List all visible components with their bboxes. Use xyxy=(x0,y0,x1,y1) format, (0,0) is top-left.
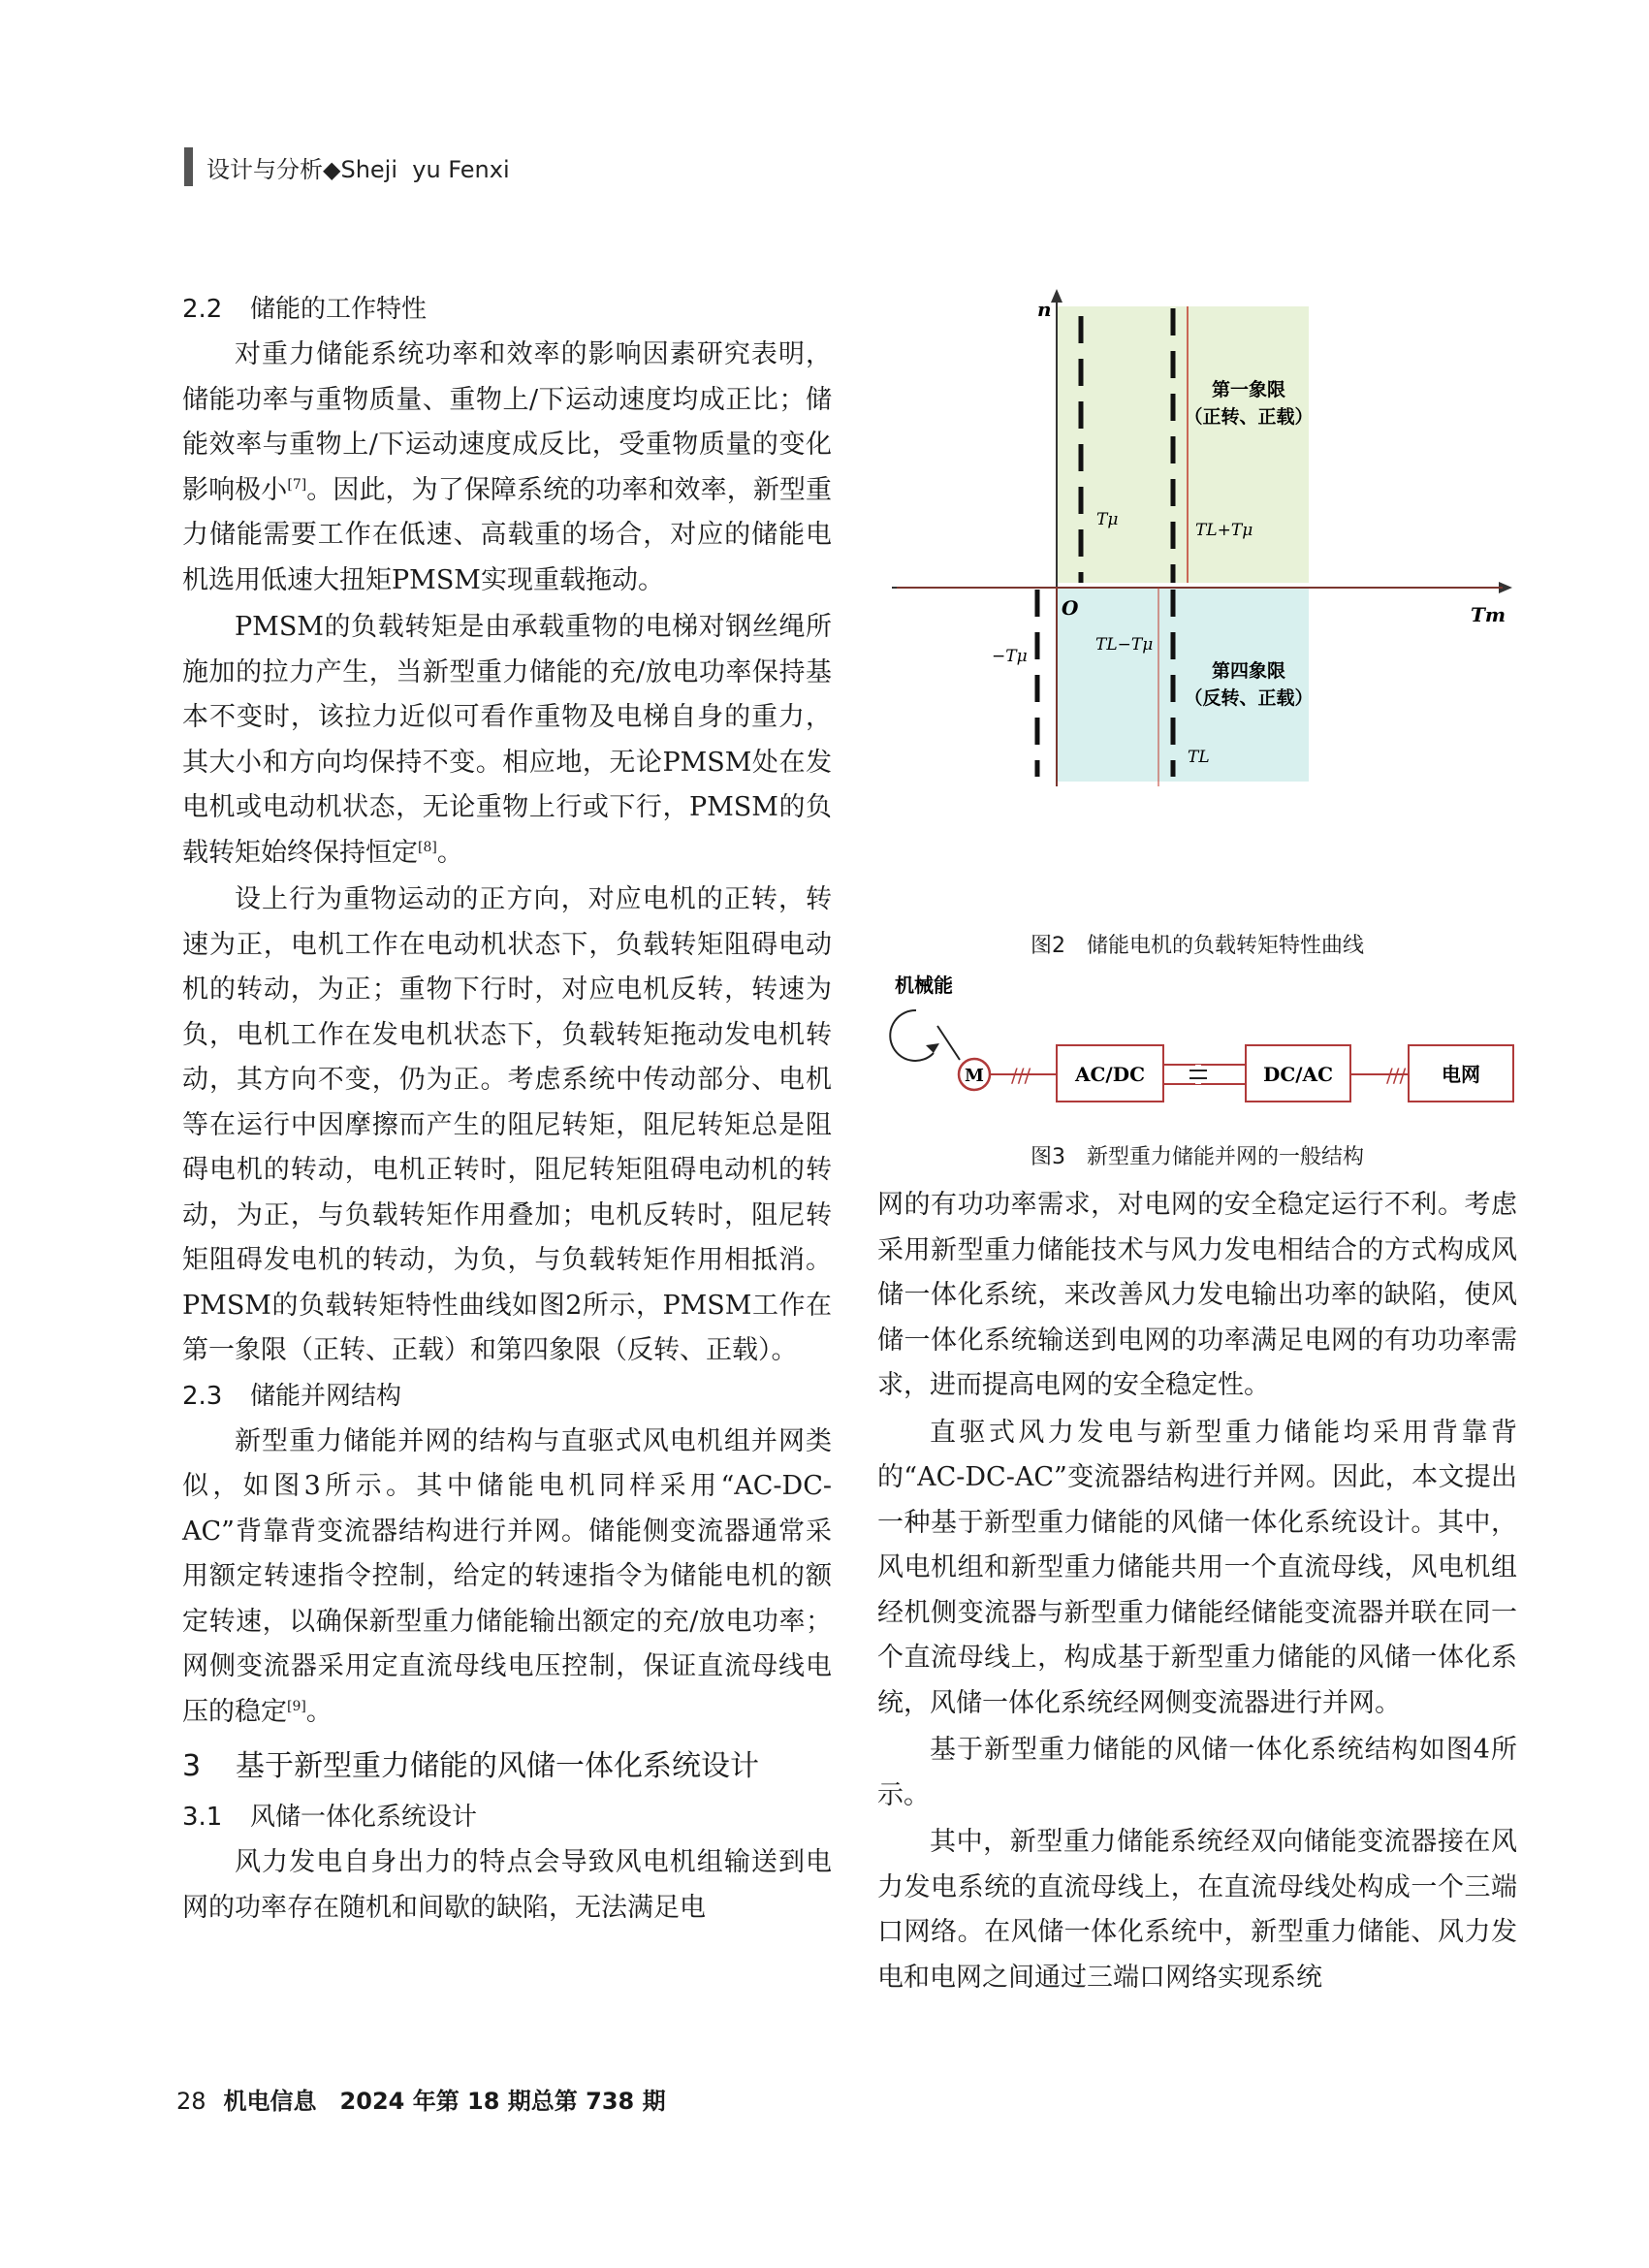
rotation-arrow-icon xyxy=(890,1010,934,1061)
acdc-label: AC/DC xyxy=(1074,1063,1146,1086)
tl-label: TL xyxy=(1188,748,1210,767)
paragraph xyxy=(877,1728,1517,1818)
section-heading-2-3 xyxy=(182,1374,832,1420)
paragraph xyxy=(877,1411,1517,1727)
figure-3-grid-connection xyxy=(877,968,1517,1152)
q4-title: 第四象限 xyxy=(1211,660,1286,682)
section-title: 基于新型重力储能的风储一体化系统设计 xyxy=(236,1749,759,1783)
q4-subtitle: （反转、正载） xyxy=(1184,687,1314,709)
header-text: 设计与分析◆Sheji yu Fenxi xyxy=(206,155,510,183)
three-phase-mark-icon: /// xyxy=(1011,1064,1031,1087)
header-bar xyxy=(184,147,193,186)
paragraph-text: 直驱式风力发电与新型重力储能均采用背靠背的“AC-DC-AC”变流器结构进行并网。因此，本文提出一种基于新型重力储能的风储一体化系统设计。其中，风电机组和新型重力储能共用一个直流母线，风电机组经机侧变流器与新型重力储能经储能变流器并联在同一个直流母线上，构成基于新型重力储能的风储一体化系统，风储一体化系统经网侧变流器进行并网。 xyxy=(877,1417,1517,1718)
paragraph xyxy=(182,605,832,876)
axis-tm-label: Tm xyxy=(1471,603,1506,626)
section-number: 2.3 xyxy=(182,1381,223,1411)
paragraph-text: PMSM的负载转矩是由承载重物的电梯对钢丝绳所施加的拉力产生，当新型重力储能的充/放电功率保持基本不变时，该拉力近似可看作重物及电梯自身的重力，其大小和方向均保持不变。相应地，无论PMSM处在发电机或电动机状态，无论重物上行或下行，PMSM的负载转矩始终保持恒定 xyxy=(182,612,832,868)
paragraph-text: 对重力储能系统功率和效率的影响因素研究表明，储能功率与重物质量、重物上/下运动速度均成正比；储能效率与重物上/下运动速度成反比，受重物质量的变化影响极小 xyxy=(182,339,832,505)
right-column xyxy=(877,1183,1517,2000)
paragraph xyxy=(877,1820,1517,2000)
tl-minus-tmu-label: TL−Tμ xyxy=(1095,635,1154,655)
page-number: 28 xyxy=(176,2088,206,2115)
running-header xyxy=(184,147,510,186)
origin-label: O xyxy=(1062,596,1079,620)
paragraph-text: 。 xyxy=(436,837,463,868)
n-axis-arrow xyxy=(1051,289,1062,303)
page-footer xyxy=(176,2082,666,2116)
neg-tmu-label: −Tμ xyxy=(992,647,1028,666)
paragraph xyxy=(182,878,832,1374)
section-number: 3.1 xyxy=(182,1803,223,1832)
dcac-label: DC/AC xyxy=(1262,1063,1334,1086)
section-heading-3-1 xyxy=(182,1795,832,1840)
three-phase-mark-2-icon: /// xyxy=(1386,1064,1407,1087)
figure-2-caption: 图2 储能电机的负载转矩特性曲线 xyxy=(1031,934,1364,958)
paragraph-text: 网的有功功率需求，对电网的安全稳定运行不利。考虑采用新型重力储能技术与风力发电相结合的方式构成风储一体化系统，来改善风力发电输出功率的缺陷，使风储一体化系统输送到电网的功率满足电网的有功功率需求，进而提高电网的安全稳定性。 xyxy=(877,1190,1517,1400)
axis-n-label: n xyxy=(1037,298,1052,321)
figure-2-torque-characteristic xyxy=(877,287,1517,927)
quadrant-4-region xyxy=(1057,588,1309,782)
rotation-arrowhead-icon xyxy=(926,1043,939,1053)
paragraph-text: 风力发电自身出力的特点会导致风电机组输送到电网的功率存在随机和间歇的缺陷，无法满足电 xyxy=(182,1847,832,1923)
left-column xyxy=(182,287,832,1931)
section-heading-2-2 xyxy=(182,287,832,333)
tmu-label: Tμ xyxy=(1096,510,1119,529)
paragraph-text: 基于新型重力储能的风储一体化系统结构如图4所示。 xyxy=(877,1735,1517,1810)
paragraph xyxy=(182,1420,832,1736)
quadrant-1-region xyxy=(1057,306,1309,583)
figure-3-caption: 图3 新型重力储能并网的一般结构 xyxy=(1031,1145,1364,1169)
paragraph-text: 。 xyxy=(305,1696,333,1727)
q1-title: 第一象限 xyxy=(1211,379,1286,400)
paragraph xyxy=(182,333,832,603)
citation: [8] xyxy=(418,839,437,855)
section-number: 3 xyxy=(182,1749,202,1783)
paragraph xyxy=(877,1183,1517,1409)
section-title: 风储一体化系统设计 xyxy=(250,1803,478,1832)
mech-energy-label: 机械能 xyxy=(895,974,953,997)
paragraph-text: 设上行为重物运动的正方向，对应电机的正转，转速为正，电机工作在电动机状态下，负载转矩阻碍电动机的转动，为正；重物下行时，对应电机反转，转速为负，电机工作在发电机状态下，负载转矩拖动发电机转动，其方向不变，仍为正。考虑系统中传动部分、电机等在运行中因摩擦而产生的阻尼转矩，阻尼转矩总是阻碍电机的转动，电机正转时，阻尼转矩阻碍电动机的转动，为正，与负载转矩作用叠加；电机反转时，阻尼转矩阻碍发电机的转动，为负，与负载转矩作用相抵消。PMSM的负载转矩特性曲线如图2所示，PMSM工作在第一象限（正转、正载）和第四象限（反转、正载）。 xyxy=(182,884,832,1365)
shaft-line xyxy=(937,1026,960,1060)
section-title: 储能并网结构 xyxy=(250,1381,402,1411)
section-number: 2.2 xyxy=(182,295,223,324)
paragraph xyxy=(182,1840,832,1931)
motor-label: M xyxy=(965,1066,984,1086)
paragraph-text: 新型重力储能并网的结构与直驱式风电机组并网类似，如图3所示。其中储能电机同样采用“AC-DC-AC”背靠背变流器结构进行并网。储能侧变流器通常采用额定转速指令控制，给定的转速指令为储能电机的额定转速，以确保新型重力储能输出额定的充/放电功率；网侧变流器采用定直流母线电压控制，保证直流母线电压的稳定 xyxy=(182,1425,832,1727)
tl-plus-tmu-label: TL+Tμ xyxy=(1195,521,1253,540)
section-title: 储能的工作特性 xyxy=(250,295,428,324)
paragraph-text: 。因此，为了保障系统的功率和效率，新型重力储能需要工作在低速、高载重的场合，对应的储能电机选用低速大扭矩PMSM实现重载拖动。 xyxy=(182,474,832,595)
q1-subtitle: （正转、正载） xyxy=(1184,406,1314,428)
paragraph-text: 其中，新型重力储能系统经双向储能变流器接在风力发电系统的直流母线上，在直流母线处构成一个三端口网络。在风储一体化系统中，新型重力储能、风力发电和电网之间通过三端口网络实现系统 xyxy=(877,1827,1517,1993)
citation: [7] xyxy=(287,476,307,493)
grid-label: 电网 xyxy=(1442,1063,1480,1086)
citation: [9] xyxy=(287,1698,306,1714)
section-heading-3 xyxy=(182,1742,832,1791)
journal-info: 机电信息 2024 年第 18 期总第 738 期 xyxy=(223,2088,666,2115)
